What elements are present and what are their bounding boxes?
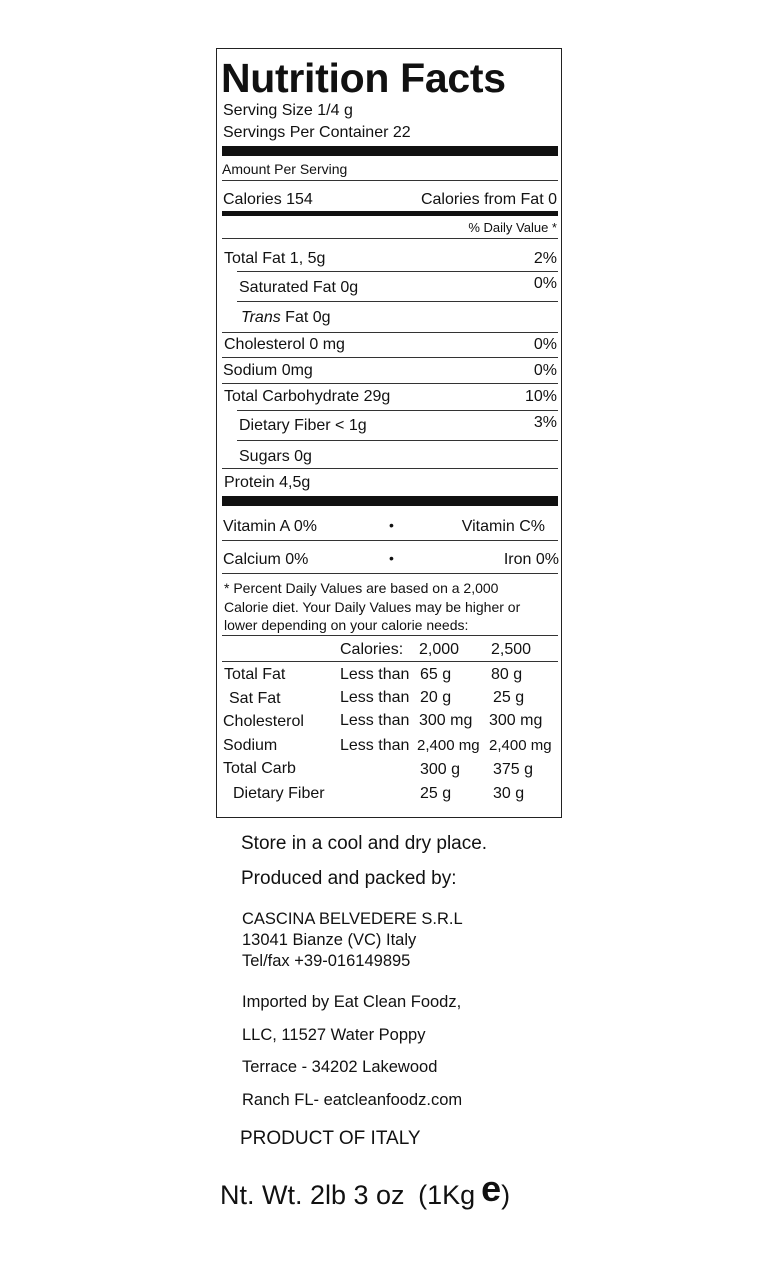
importer-line-4: Ranch FL- eatcleanfoodz.com — [242, 1091, 463, 1109]
total-fat-dv: 2% — [533, 250, 557, 267]
trans-fat-italic: Trans — [241, 309, 281, 326]
nutrition-facts-panel — [216, 48, 562, 818]
producer-name: CASCINA BELVEDERE S.R.L — [242, 910, 463, 928]
divider — [237, 271, 558, 272]
table-row-value-2000: 300 mg — [419, 712, 473, 729]
thick-divider — [222, 146, 558, 156]
sugars-label: Sugars 0g — [239, 448, 312, 465]
table-row-name: Total Fat — [224, 666, 286, 683]
table-col-2500: 2,500 — [491, 641, 532, 658]
table-row-value-2500: 80 g — [491, 666, 523, 683]
cholesterol-dv: 0% — [533, 336, 557, 353]
importer-line-2: LLC, 11527 Water Poppy — [242, 1026, 426, 1044]
table-row-qualifier: Less than — [340, 737, 410, 754]
divider — [222, 540, 558, 541]
dietary-fiber-dv: 3% — [533, 414, 557, 431]
table-row-qualifier: Less than — [340, 689, 410, 706]
table-row-value-2000: 65 g — [420, 666, 452, 683]
divider — [222, 635, 558, 636]
dietary-fiber-label: Dietary Fiber < 1g — [239, 417, 367, 434]
daily-value-header: % Daily Value * — [468, 220, 557, 235]
footnote-line-2: Calorie diet. Your Daily Values may be higher or — [224, 599, 521, 615]
divider — [222, 573, 558, 574]
divider — [222, 238, 558, 239]
table-row-value-2000: 25 g — [420, 785, 452, 802]
total-fat-label: Total Fat 1, 5g — [224, 250, 326, 267]
table-row-qualifier: Less than — [340, 666, 410, 683]
table-row-value-2500: 30 g — [493, 785, 525, 802]
table-row-value-2500: 300 mg — [489, 712, 543, 729]
cholesterol-label: Cholesterol 0 mg — [224, 336, 345, 353]
total-carbohydrate-dv: 10% — [524, 388, 557, 405]
net-weight-close: ) — [501, 1180, 511, 1210]
calcium: Calcium 0% — [223, 551, 309, 568]
trans-fat-label — [241, 308, 331, 328]
table-calories-label: Calories: — [340, 641, 404, 658]
total-carbohydrate-label: Total Carbohydrate 29g — [224, 388, 391, 405]
table-row-name: Sat Fat — [229, 690, 281, 707]
nutrition-facts-title: Nutrition Facts — [221, 55, 506, 101]
net-weight-metric: (1Kg — [418, 1180, 476, 1210]
footnote-line-3: lower depending on your calorie needs: — [224, 617, 469, 633]
table-row-value-2500: 375 g — [493, 761, 534, 778]
table-row-value-2000: 300 g — [420, 761, 461, 778]
sodium-dv: 0% — [533, 362, 557, 379]
divider — [222, 661, 558, 662]
vitamin-c: Vitamin C% — [461, 518, 545, 535]
table-row-value-2000: 2,400 mg — [417, 737, 480, 754]
mineral-bullet: • — [389, 550, 394, 566]
calories-from-fat: Calories from Fat 0 — [420, 191, 557, 208]
serving-size: Serving Size 1/4 g — [223, 102, 353, 119]
table-row-name: Sodium — [223, 737, 278, 754]
net-weight — [220, 1168, 511, 1211]
importer-line-1: Imported by Eat Clean Foodz, — [242, 993, 462, 1011]
calories: Calories 154 — [223, 191, 313, 208]
producer-address: 13041 Bianze (VC) Italy — [242, 931, 417, 949]
medium-divider — [222, 211, 558, 216]
producer-phone: Tel/fax +39-016149895 — [242, 952, 411, 970]
vitamin-bullet: • — [389, 517, 394, 533]
divider — [237, 410, 558, 411]
divider — [222, 357, 558, 358]
vitamin-a: Vitamin A 0% — [223, 518, 317, 535]
saturated-fat-dv: 0% — [533, 275, 557, 292]
table-row-value-2000: 20 g — [420, 689, 452, 706]
table-row-qualifier: Less than — [340, 712, 410, 729]
divider — [222, 332, 558, 333]
thick-divider — [222, 496, 558, 506]
footnote-line-1: * Percent Daily Values are based on a 2,000 — [224, 580, 499, 596]
trans-fat-rest: Fat 0g — [280, 309, 331, 326]
divider — [222, 180, 558, 181]
table-row-name: Total Carb — [223, 760, 296, 777]
table-row-value-2500: 2,400 mg — [489, 737, 552, 754]
divider — [222, 468, 558, 469]
divider — [222, 383, 558, 384]
table-row-value-2500: 25 g — [493, 689, 525, 706]
importer-line-3: Terrace - 34202 Lakewood — [242, 1058, 438, 1076]
servings-per-container: Servings Per Container 22 — [223, 124, 411, 141]
estimated-sign: e — [481, 1168, 502, 1209]
iron: Iron 0% — [503, 551, 559, 568]
table-col-2000: 2,000 — [419, 641, 460, 658]
saturated-fat-label: Saturated Fat 0g — [239, 279, 359, 296]
net-weight-imperial: Nt. Wt. 2lb 3 oz — [220, 1180, 405, 1210]
table-row-name: Cholesterol — [223, 713, 304, 730]
amount-per-serving: Amount Per Serving — [222, 161, 348, 177]
sodium-label: Sodium 0mg — [223, 362, 313, 379]
divider — [237, 301, 558, 302]
table-row-name: Dietary Fiber — [233, 785, 325, 802]
divider — [237, 440, 558, 441]
storage-instructions: Store in a cool and dry place. — [241, 833, 488, 854]
protein-label: Protein 4,5g — [224, 474, 311, 491]
product-origin: PRODUCT OF ITALY — [240, 1128, 421, 1149]
produced-by-heading: Produced and packed by: — [241, 868, 457, 889]
